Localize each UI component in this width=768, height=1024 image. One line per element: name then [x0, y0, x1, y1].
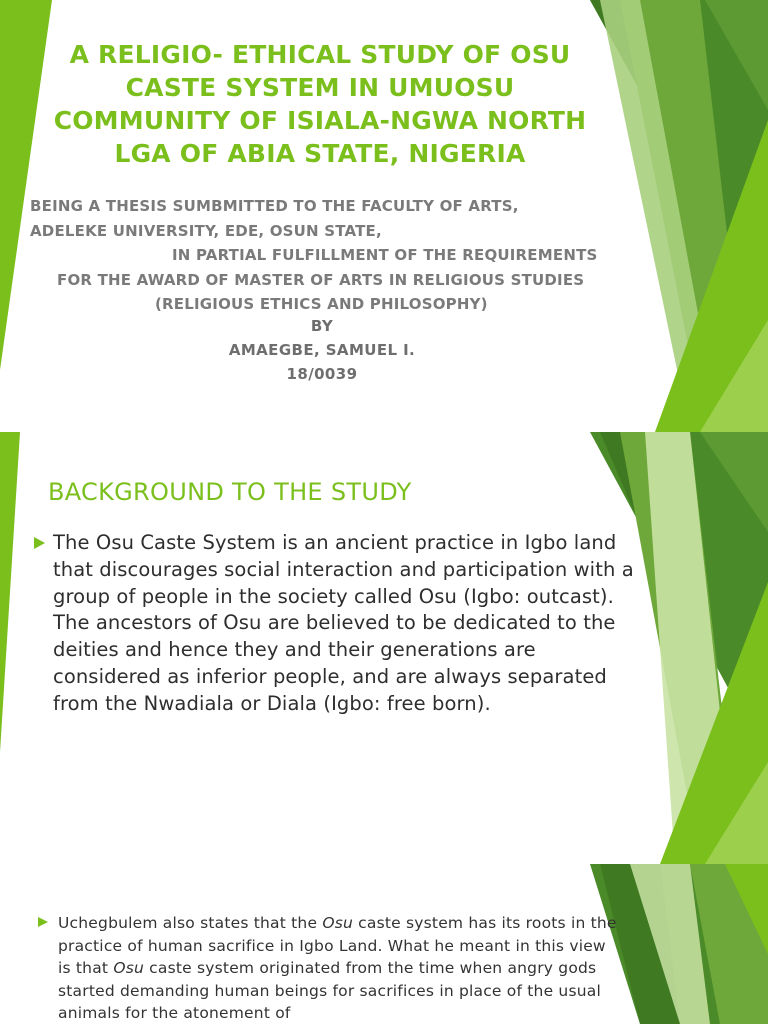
subtitle-line: IN PARTIAL FULFILLMENT OF THE REQUIREMENTS [172, 246, 598, 264]
slide-subtitle [0, 194, 650, 317]
student-id: 18/0039 [286, 365, 358, 383]
text-run: caste system originated from the time when angry gods started demanding human beings for sacrifices in place of the usual animals for the atonement of [58, 959, 601, 1022]
subtitle-line: FOR THE AWARD OF MASTER OF ARTS IN RELIGIOUS STUDIES [57, 270, 585, 289]
subtitle-line: BEING A THESIS SUMBMITTED TO THE FACULTY OF ARTS, [30, 197, 519, 215]
bullet-paragraph [58, 912, 618, 1024]
text-run: caste system has its roots in the practice of human sacrifice in Igbo Land. What he meant in this view is that [58, 914, 617, 977]
author-block [162, 314, 482, 386]
bullet-paragraph: The Osu Caste System is an ancient practice in Igbo land that discourages social interaction and participation with a group of people in the society called Osu (Igbo: outcast). The ancestors of Osu are believed to be dedicated to the deities and hence they and their generations are considered as inferior people, and are always separated from the Nwadiala or Diala (Igbo: free born). [53, 531, 634, 715]
text-run-italic: Osu [322, 914, 354, 932]
author-name: AMAEGBE, SAMUEL I. [228, 341, 416, 359]
content-slide [0, 864, 768, 1024]
triangle-bullet-icon [38, 917, 48, 927]
subtitle-line: (RELIGIOUS ETHICS AND PHILOSOPHY) [155, 295, 488, 313]
background-slide [0, 432, 768, 864]
by-label: BY [310, 317, 334, 335]
subtitle-line: ADELEKE UNIVERSITY, EDE, OSUN STATE, [30, 221, 382, 240]
slide-title: BACKGROUND TO THE STUDY [48, 478, 412, 506]
triangle-bullet-icon [34, 537, 45, 549]
text-run: Uchegbulem also states that the [58, 914, 323, 932]
title-slide [0, 0, 768, 432]
slide-title: A RELIGIO- ETHICAL STUDY OF OSU CASTE SYSTEM IN UMUOSU COMMUNITY OF ISIALA-NGWA NORTH LGA OF ABIA STATE, NIGERIA [53, 40, 587, 168]
text-run-italic: Osu [113, 959, 145, 977]
